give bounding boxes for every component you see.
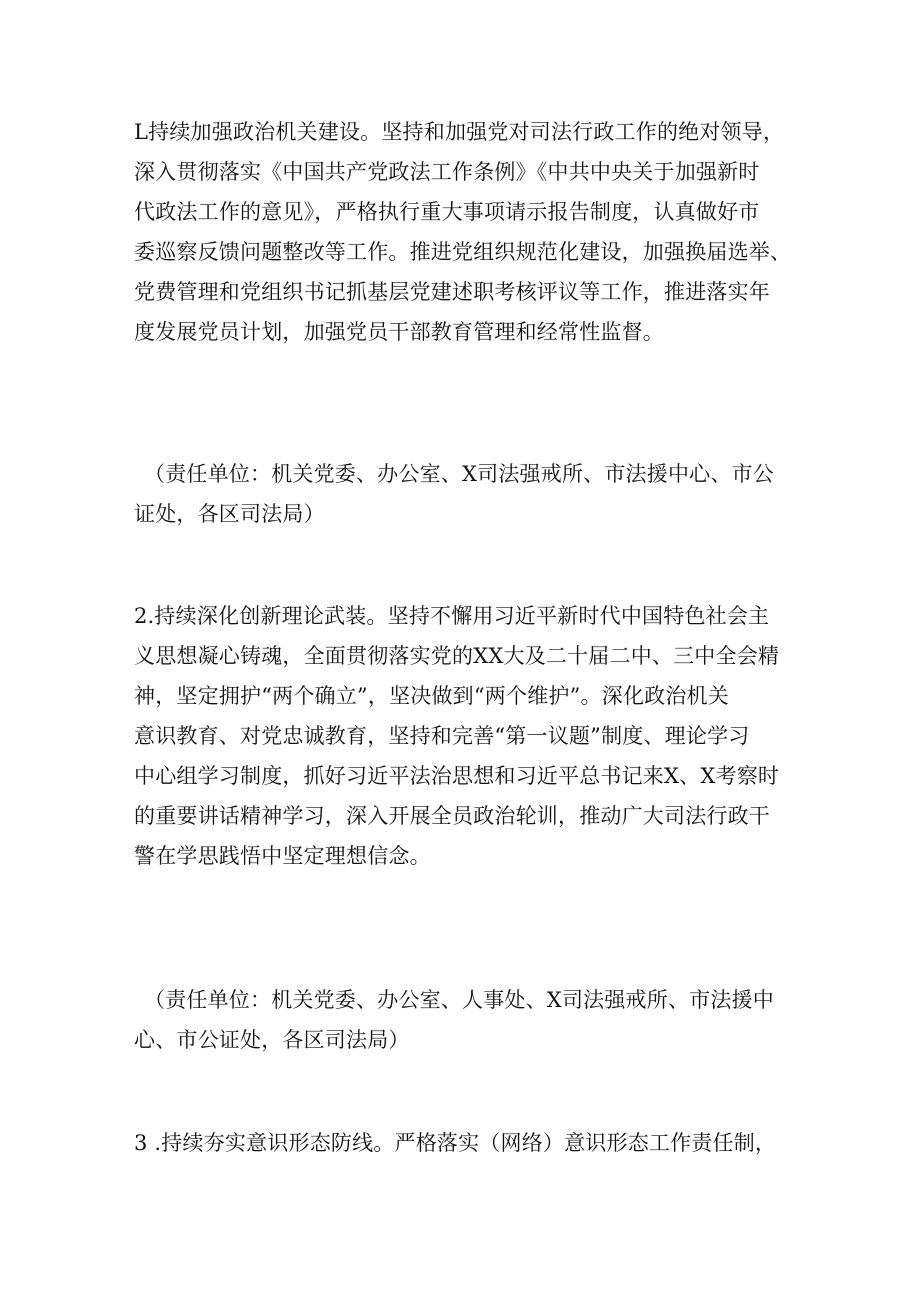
text-line: 2.持续深化创新理论武装。坚持不懈用习近平新时代中国特色社会主 — [134, 604, 770, 628]
paragraph-3 — [134, 1123, 796, 1163]
text-line: 警在学思践悟中坚定理想信念。 — [134, 844, 431, 868]
text-line: L持续加强政治机关建设。坚持和加强党对司法行政工作的绝对领导， — [134, 120, 785, 144]
text-line: 中心组学习制度，抓好习近平法治思想和习近平总书记来X、X考察时 — [134, 764, 780, 788]
responsibility-note-1 — [134, 454, 796, 534]
text-line: 义思想凝心铸魂，全面贯彻落实党的XX大及二十届二中、三中全会精 — [134, 644, 780, 668]
text-line: 代政法工作的意见》，严格执行重大事项请示报告制度，认真做好市 — [134, 200, 760, 224]
text-line: 神，坚定拥护“两个确立”，坚决做到“两个维护”。深化政治机关 — [134, 684, 729, 708]
text-line: 心、市公证处，各区司法局） — [134, 1028, 410, 1052]
paragraph-1 — [134, 112, 796, 352]
text-line: 深入贯彻落实《中国共产党政法工作条例》《中共中央关于加强新时 — [134, 160, 760, 184]
text-line: 委巡察反馈问题整改等工作。推进党组织规范化建设，加强换届选举、 — [134, 240, 792, 264]
text-line: 的重要讲话精神学习，深入开展全员政治轮训，推动广大司法行政干 — [134, 804, 770, 828]
responsibility-note-2 — [134, 980, 796, 1060]
text-line: 意识教育、对党忠诚教育，坚持和完善“第一议题”制度、理论学习 — [134, 724, 750, 748]
text-line: 党费管理和党组织书记抓基层党建述职考核评议等工作，推进落实年 — [134, 280, 770, 304]
text-line: 度发展党员计划，加强党员干部教育管理和经常性监督。 — [134, 320, 664, 344]
text-line: （责任单位：机关党委、办公室、X司法强戒所、市法援中心、市公 — [144, 462, 774, 486]
text-line: 3 .持续夯实意识形态防线。严格落实（网络）意识形态工作责任制， — [134, 1131, 777, 1155]
paragraph-2 — [134, 596, 796, 876]
text-line: （责任单位：机关党委、办公室、人事处、X司法强戒所、市法援中 — [144, 988, 774, 1012]
text-line: 证处，各区司法局） — [134, 502, 325, 526]
